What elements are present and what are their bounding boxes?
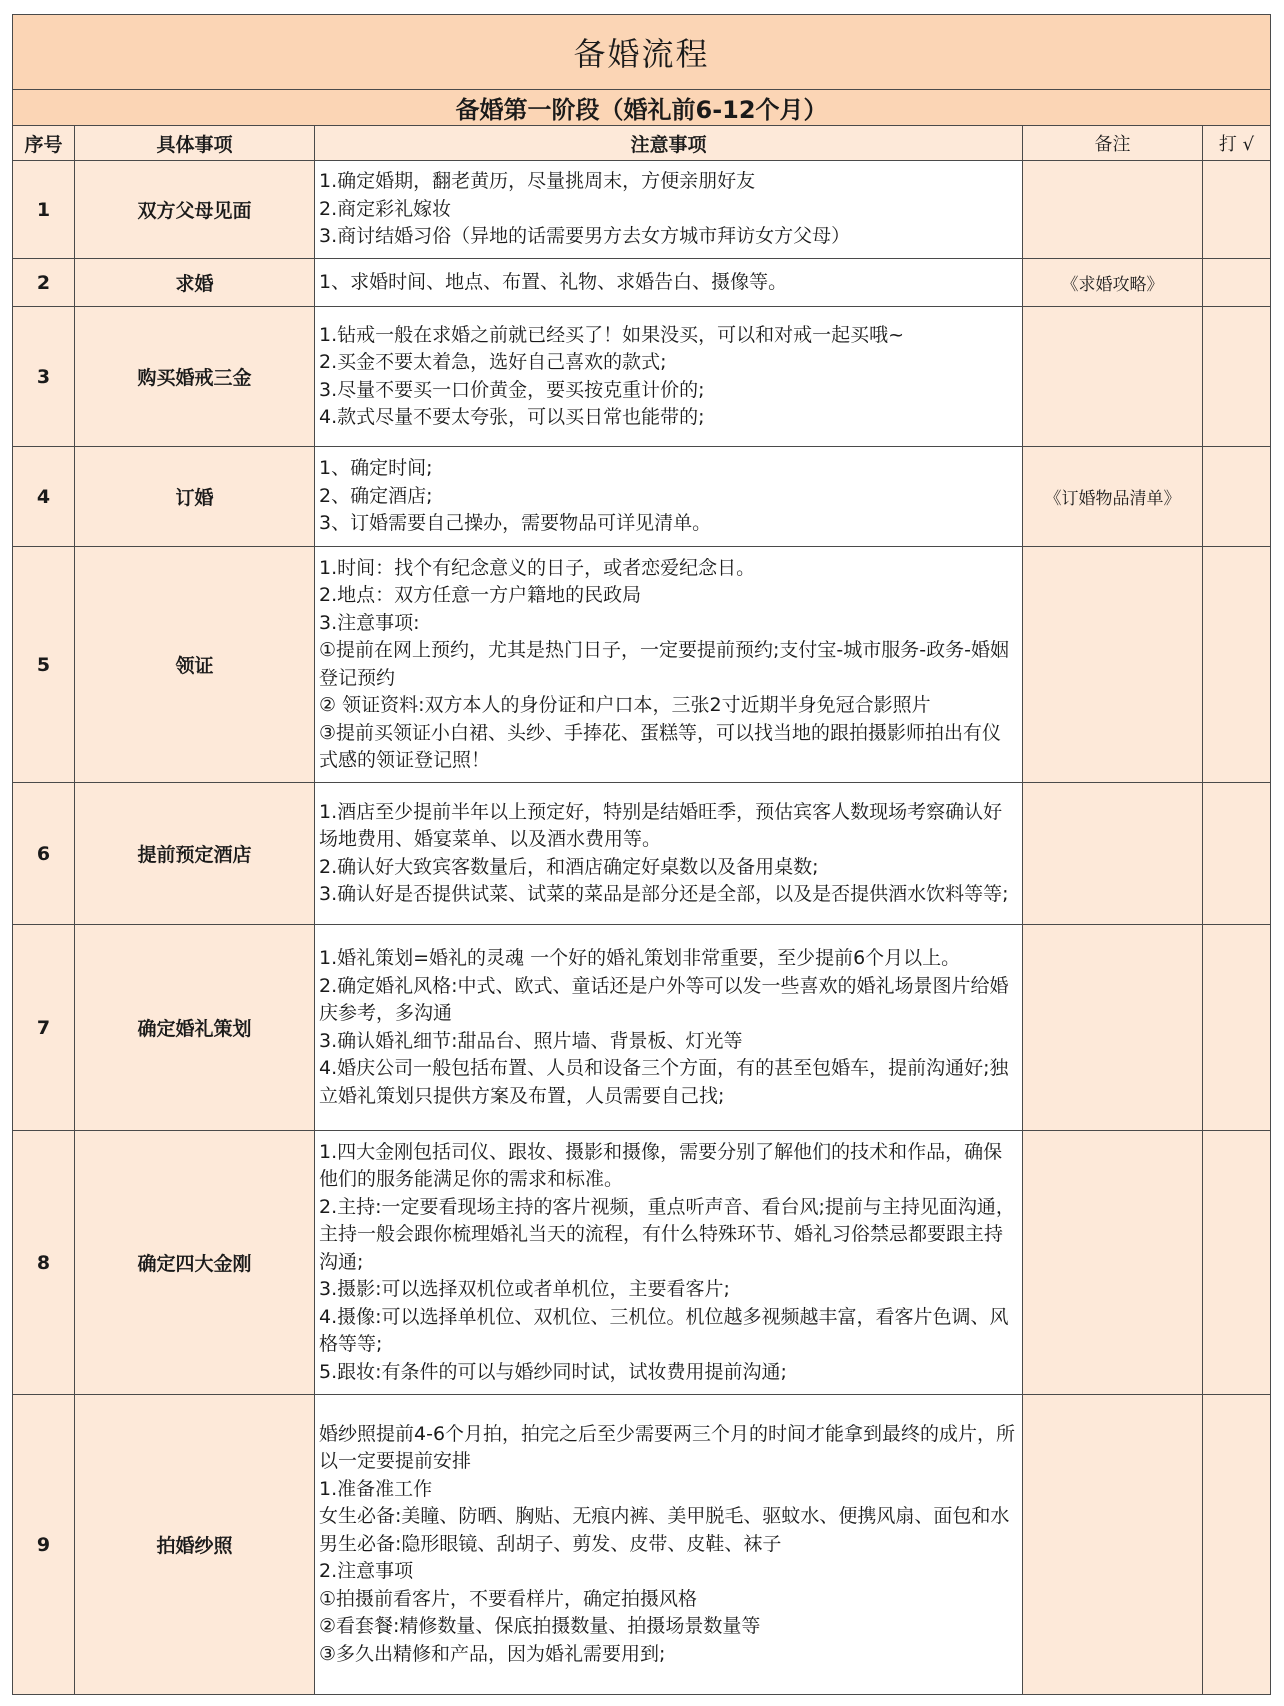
note-line: 4.款式尽量不要太夸张，可以买日常也能带的; <box>319 406 705 428</box>
note-line: 1、确定时间; <box>319 457 433 480</box>
title-row <box>13 15 1271 90</box>
note-line: 3.确认婚礼细节:甜品台、照片墙、背景板、灯光等 <box>319 1029 743 1052</box>
note-line: 1.婚礼策划=婚礼的灵魂 一个好的婚礼策划非常重要，至少提前6个月以上。 <box>319 947 961 969</box>
stage-row <box>13 90 1271 126</box>
row-item: 订婚 <box>75 447 315 547</box>
table-row <box>13 547 1271 783</box>
note-line: 1、求婚时间、地点、布置、礼物、求婚告白、摄像等。 <box>319 270 788 293</box>
sheet-title: 备婚流程 <box>13 15 1271 90</box>
row-notes <box>315 259 1023 307</box>
row-check-cell <box>1203 547 1271 783</box>
row-index: 2 <box>13 259 75 307</box>
row-remark <box>1023 307 1203 447</box>
table-row <box>13 161 1271 259</box>
header-index: 序号 <box>13 126 75 161</box>
row-index: 1 <box>13 161 75 259</box>
note-line: 5.跟妆:有条件的可以与婚纱同时试，试妆费用提前沟通; <box>319 1360 787 1383</box>
wedding-plan-sheet <box>12 14 1270 1695</box>
row-index: 9 <box>13 1395 75 1695</box>
table-row <box>13 447 1271 547</box>
column-header-row <box>13 126 1271 161</box>
row-remark <box>1023 1131 1203 1395</box>
note-line: 2.确定婚礼风格:中式、欧式、童话还是户外等可以发一些喜欢的婚礼场景图片给婚庆参考，多沟通 <box>319 974 1009 1024</box>
row-remark <box>1023 1395 1203 1695</box>
row-notes <box>315 1395 1023 1695</box>
note-line: 婚纱照提前4-6个月拍，拍完之后至少需要两三个月的时间才能拿到最终的成片，所以一定要提前安排 <box>319 1422 1016 1473</box>
row-notes <box>315 1131 1023 1395</box>
row-check-cell <box>1203 925 1271 1131</box>
header-check: 打 √ <box>1203 126 1271 161</box>
row-check-cell <box>1203 1395 1271 1695</box>
note-line: 1.四大金刚包括司仪、跟妆、摄影和摄像，需要分别了解他们的技术和作品，确保他们的服务能满足你的需求和标准。 <box>319 1140 1003 1191</box>
row-remark <box>1023 925 1203 1131</box>
table-row <box>13 259 1271 307</box>
note-line: 男生必备:隐形眼镜、刮胡子、剪发、皮带、皮鞋、袜子 <box>319 1532 782 1555</box>
table-row <box>13 307 1271 447</box>
note-line: 3.商讨结婚习俗（异地的话需要男方去女方城市拜访女方父母） <box>319 225 851 248</box>
note-line: ③提前买领证小白裙、头纱、手捧花、蛋糕等，可以找当地的跟拍摄影师拍出有仪式感的领证登记照！ <box>319 721 1002 771</box>
row-item: 确定婚礼策划 <box>75 925 315 1131</box>
note-line: 2.地点：双方任意一方户籍地的民政局 <box>319 584 642 606</box>
note-line: 4.婚庆公司一般包括布置、人员和设备三个方面，有的甚至包婚车，提前沟通好;独立婚礼策划只提供方案及布置，人员需要自己找; <box>319 1057 1009 1107</box>
header-remark: 备注 <box>1023 126 1203 161</box>
note-line: 女生必备:美瞳、防晒、胸贴、无痕内裤、美甲脱毛、驱蚊水、便携风扇、面包和水 <box>319 1505 1010 1528</box>
note-line: 3.注意事项: <box>319 611 420 634</box>
row-check-cell <box>1203 259 1271 307</box>
row-item: 购买婚戒三金 <box>75 307 315 447</box>
note-line: 3.摄影:可以选择双机位或者单机位，主要看客片; <box>319 1278 730 1301</box>
row-item: 求婚 <box>75 259 315 307</box>
note-line: 3、订婚需要自己操办，需要物品可详见清单。 <box>319 512 712 535</box>
row-check-cell <box>1203 1131 1271 1395</box>
note-line: 4.摄像:可以选择单机位、双机位、三机位。机位越多视频越丰富，看客片色调、风格等等; <box>319 1305 1009 1356</box>
row-check-cell <box>1203 783 1271 925</box>
row-remark <box>1023 547 1203 783</box>
note-line: 1.酒店至少提前半年以上预定好，特别是结婚旺季，预估宾客人数现场考察确认好场地费用、婚宴菜单、以及酒水费用等。 <box>319 800 1003 850</box>
row-item: 双方父母见面 <box>75 161 315 259</box>
note-line: 1.确定婚期，翻老黄历，尽量挑周末，方便亲朋好友 <box>319 170 756 193</box>
note-line: ①提前在网上预约，尤其是热门日子，一定要提前预约;支付宝-城市服务-政务-婚姻登记预约 <box>319 639 1010 689</box>
row-notes <box>315 547 1023 783</box>
row-item: 拍婚纱照 <box>75 1395 315 1695</box>
note-line: 3.尽量不要买一口价黄金，要买按克重计价的; <box>319 378 705 401</box>
row-notes <box>315 161 1023 259</box>
row-item: 领证 <box>75 547 315 783</box>
row-remark <box>1023 161 1203 259</box>
note-line: 2.商定彩礼嫁妆 <box>319 197 452 220</box>
wedding-plan-table <box>12 14 1271 1695</box>
table-row <box>13 925 1271 1131</box>
note-line: 2.确认好大致宾客数量后，和酒店确定好桌数以及备用桌数; <box>319 855 819 878</box>
row-index: 6 <box>13 783 75 925</box>
row-remark: 《求婚攻略》 <box>1023 259 1203 307</box>
row-notes <box>315 447 1023 547</box>
table-row <box>13 783 1271 925</box>
stage-heading: 备婚第一阶段（婚礼前6-12个月） <box>13 90 1271 126</box>
table-row <box>13 1395 1271 1695</box>
note-line: ③多久出精修和产品，因为婚礼需要用到; <box>319 1642 666 1665</box>
note-line: 1.准备准工作 <box>319 1477 433 1500</box>
header-item: 具体事项 <box>75 126 315 161</box>
note-line: 2.买金不要太着急，选好自己喜欢的款式; <box>319 351 667 373</box>
note-line: 3.确认好是否提供试菜、试菜的菜品是部分还是全部，以及是否提供酒水饮料等等; <box>319 883 1009 905</box>
row-remark: 《订婚物品清单》 <box>1023 447 1203 547</box>
row-item: 提前预定酒店 <box>75 783 315 925</box>
row-remark <box>1023 783 1203 925</box>
row-index: 5 <box>13 547 75 783</box>
note-line: ② 领证资料:双方本人的身份证和户口本，三张2寸近期半身免冠合影照片 <box>319 694 931 716</box>
row-notes <box>315 925 1023 1131</box>
row-check-cell <box>1203 447 1271 547</box>
row-index: 4 <box>13 447 75 547</box>
note-line: 2、确定酒店; <box>319 484 433 507</box>
table-row <box>13 1131 1271 1395</box>
row-index: 8 <box>13 1131 75 1395</box>
note-line: 1.时间：找个有纪念意义的日子，或者恋爱纪念日。 <box>319 556 756 579</box>
row-index: 3 <box>13 307 75 447</box>
row-notes <box>315 307 1023 447</box>
row-check-cell <box>1203 307 1271 447</box>
row-index: 7 <box>13 925 75 1131</box>
row-notes <box>315 783 1023 925</box>
note-line: 2.注意事项 <box>319 1560 414 1583</box>
note-line: 1.钻戒一般在求婚之前就已经买了！如果没买，可以和对戒一起买哦~ <box>319 323 905 346</box>
note-line: 2.主持:一定要看现场主持的客片视频，重点听声音、看台风;提前与主持见面沟通，主持一般会跟你梳理婚礼当天的流程，有什么特殊环节、婚礼习俗禁忌都要跟主持沟通; <box>319 1195 1015 1273</box>
header-notes: 注意事项 <box>315 126 1023 161</box>
row-check-cell <box>1203 161 1271 259</box>
note-line: ①拍摄前看客片，不要看样片，确定拍摄风格 <box>319 1587 698 1610</box>
row-item: 确定四大金刚 <box>75 1131 315 1395</box>
note-line: ②看套餐:精修数量、保底拍摄数量、拍摄场景数量等 <box>319 1615 761 1638</box>
